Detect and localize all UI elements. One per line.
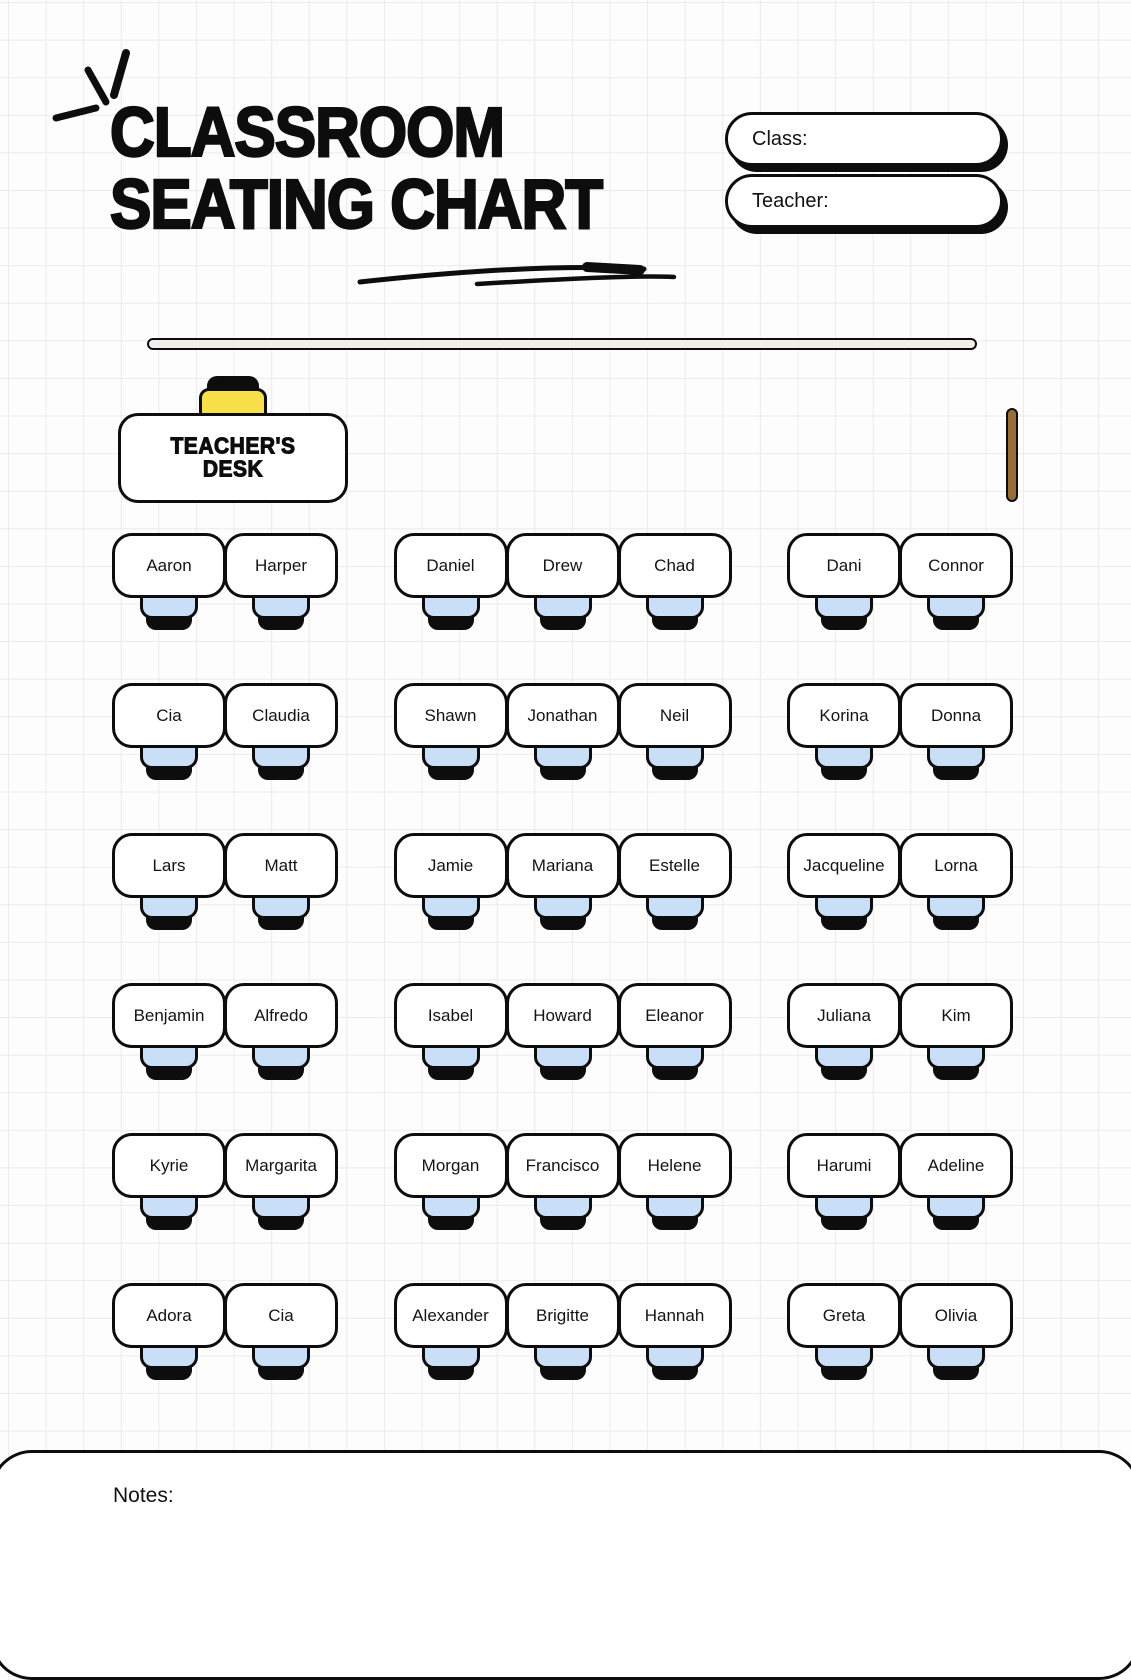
student-desk-unit	[224, 983, 338, 1080]
student-desk[interactable]	[394, 833, 508, 898]
student-desk[interactable]	[394, 683, 508, 748]
student-desk[interactable]	[112, 683, 226, 748]
student-name: Brigitte	[536, 1305, 589, 1325]
student-desk-unit	[112, 1283, 226, 1380]
student-name: Juliana	[817, 1005, 871, 1025]
student-desk-unit	[899, 1133, 1013, 1230]
page-title-line-2: SEATING CHART	[110, 166, 603, 244]
student-desk[interactable]	[899, 983, 1013, 1048]
student-desk[interactable]	[506, 1283, 620, 1348]
desk-group	[787, 1283, 1013, 1380]
divider-bar	[147, 338, 977, 350]
teacher-field-label: Teacher:	[752, 189, 829, 212]
student-desk-unit	[618, 1133, 732, 1230]
desk-group	[787, 833, 1013, 930]
student-desk[interactable]	[112, 1283, 226, 1348]
student-name: Cia	[156, 705, 182, 725]
student-name: Jonathan	[527, 705, 598, 725]
student-name: Benjamin	[133, 1005, 205, 1025]
desk-group	[787, 533, 1013, 630]
student-desk-unit	[787, 1133, 901, 1230]
student-desk-unit	[899, 983, 1013, 1080]
student-name: Chad	[654, 555, 695, 575]
student-desk[interactable]	[787, 533, 901, 598]
student-name: Cia	[268, 1305, 294, 1325]
student-desk[interactable]	[506, 833, 620, 898]
student-desk-unit	[787, 1283, 901, 1380]
student-name: Howard	[533, 1005, 592, 1025]
student-name: Hannah	[644, 1305, 705, 1325]
desk-group	[394, 1133, 732, 1230]
student-desk-unit	[618, 833, 732, 930]
student-desk-unit	[899, 1283, 1013, 1380]
student-desk-unit	[394, 1133, 508, 1230]
desk-group	[112, 683, 338, 780]
student-desk[interactable]	[394, 983, 508, 1048]
student-name: Alexander	[412, 1305, 489, 1325]
student-desk[interactable]	[899, 833, 1013, 898]
student-name: Jamie	[427, 855, 474, 875]
seating-area	[112, 533, 1013, 1380]
student-desk-unit	[224, 1283, 338, 1380]
desk-group	[787, 683, 1013, 780]
desk-group	[787, 983, 1013, 1080]
student-desk[interactable]	[618, 833, 732, 898]
student-desk-unit	[112, 683, 226, 780]
desk-row	[112, 533, 1013, 630]
student-desk-unit	[394, 533, 508, 630]
student-desk[interactable]	[112, 833, 226, 898]
student-name: Claudia	[252, 705, 310, 725]
student-name: Korina	[819, 705, 869, 725]
student-name: Adora	[146, 1305, 192, 1325]
student-desk[interactable]	[899, 1283, 1013, 1348]
student-desk[interactable]	[618, 683, 732, 748]
student-desk[interactable]	[506, 983, 620, 1048]
desk-group	[112, 833, 338, 930]
student-desk-unit	[506, 1283, 620, 1380]
student-desk[interactable]	[618, 983, 732, 1048]
student-desk[interactable]	[112, 1133, 226, 1198]
student-desk[interactable]	[899, 683, 1013, 748]
student-name: Alfredo	[254, 1005, 308, 1025]
student-name: Greta	[822, 1305, 866, 1325]
student-desk-unit	[224, 833, 338, 930]
desk-group	[394, 683, 732, 780]
desk-row	[112, 1133, 1013, 1230]
teacher-desk-label-line-2: DESK	[202, 456, 264, 482]
student-name: Eleanor	[645, 1005, 704, 1025]
teacher-desk-top	[118, 413, 348, 503]
student-desk[interactable]	[224, 683, 338, 748]
student-name: Dani	[826, 555, 862, 575]
teacher-desk-label-line-1: TEACHER'S	[170, 434, 296, 460]
student-desk[interactable]	[394, 1283, 508, 1348]
student-desk-unit	[787, 983, 901, 1080]
student-desk[interactable]	[112, 533, 226, 598]
student-desk[interactable]	[394, 533, 508, 598]
student-name: Kyrie	[149, 1155, 189, 1175]
student-desk-unit	[506, 983, 620, 1080]
student-desk-unit	[506, 533, 620, 630]
student-desk[interactable]	[224, 1133, 338, 1198]
student-desk[interactable]	[618, 1133, 732, 1198]
page-title	[110, 94, 603, 244]
desk-row	[112, 683, 1013, 780]
page-title-line-1: CLASSROOM	[110, 94, 504, 172]
student-name: Drew	[542, 555, 583, 575]
student-desk-unit	[112, 1133, 226, 1230]
desk-group	[787, 1133, 1013, 1230]
student-name: Aaron	[146, 555, 192, 575]
student-name: Francisco	[525, 1155, 600, 1175]
student-desk-unit	[618, 533, 732, 630]
student-name: Olivia	[934, 1305, 978, 1325]
student-name: Helene	[647, 1155, 702, 1175]
student-desk-unit	[787, 533, 901, 630]
teacher-desk	[118, 376, 348, 503]
student-name: Adeline	[927, 1155, 985, 1175]
student-name: Kim	[941, 1005, 971, 1025]
desk-group	[112, 983, 338, 1080]
student-desk[interactable]	[224, 533, 338, 598]
student-name: Daniel	[426, 555, 475, 575]
student-desk-unit	[394, 1283, 508, 1380]
student-desk[interactable]	[618, 1283, 732, 1348]
student-desk-unit	[899, 683, 1013, 780]
student-desk[interactable]	[506, 1133, 620, 1198]
student-desk[interactable]	[787, 1283, 901, 1348]
desk-group	[394, 983, 732, 1080]
student-desk-unit	[224, 1133, 338, 1230]
student-desk[interactable]	[899, 1133, 1013, 1198]
student-desk[interactable]	[506, 683, 620, 748]
desk-row	[112, 983, 1013, 1080]
student-desk-unit	[506, 1133, 620, 1230]
student-desk[interactable]	[224, 983, 338, 1048]
student-name: Mariana	[531, 855, 594, 875]
student-name: Neil	[659, 705, 690, 725]
teacher-field[interactable]	[725, 174, 1003, 228]
student-desk[interactable]	[899, 533, 1013, 598]
student-desk-unit	[787, 683, 901, 780]
student-desk-unit	[618, 683, 732, 780]
student-desk-unit	[506, 683, 620, 780]
student-name: Lars	[152, 855, 186, 875]
student-desk[interactable]	[787, 683, 901, 748]
student-desk[interactable]	[787, 1133, 901, 1198]
class-field[interactable]	[725, 112, 1003, 166]
student-name: Harumi	[816, 1155, 872, 1175]
student-name: Estelle	[648, 855, 701, 875]
student-desk[interactable]	[787, 833, 901, 898]
student-desk-unit	[618, 983, 732, 1080]
desk-row	[112, 1283, 1013, 1380]
underline-scribble-icon	[352, 258, 682, 290]
student-desk-unit	[224, 683, 338, 780]
student-name: Matt	[264, 855, 298, 875]
student-name: Donna	[930, 705, 982, 725]
student-desk-unit	[112, 833, 226, 930]
student-name: Shawn	[424, 705, 477, 725]
student-desk-unit	[394, 983, 508, 1080]
student-desk[interactable]	[224, 1283, 338, 1348]
desk-group	[112, 1283, 338, 1380]
student-desk-unit	[394, 833, 508, 930]
student-name: Morgan	[421, 1155, 480, 1175]
desk-row	[112, 833, 1013, 930]
student-desk-unit	[618, 1283, 732, 1380]
student-desk-unit	[899, 533, 1013, 630]
desk-group	[394, 533, 732, 630]
student-desk-unit	[394, 683, 508, 780]
student-desk-unit	[224, 533, 338, 630]
notes-label: Notes:	[113, 1484, 174, 1507]
student-name: Harper	[255, 555, 307, 575]
student-desk-unit	[506, 833, 620, 930]
student-desk-unit	[112, 533, 226, 630]
student-desk[interactable]	[112, 983, 226, 1048]
student-desk[interactable]	[394, 1133, 508, 1198]
pointer-stick-icon	[1006, 408, 1018, 502]
student-name: Lorna	[934, 855, 978, 875]
student-desk[interactable]	[787, 983, 901, 1048]
student-desk-unit	[787, 833, 901, 930]
student-name: Jacqueline	[803, 855, 885, 875]
student-name: Margarita	[245, 1155, 317, 1175]
desk-group	[112, 533, 338, 630]
desk-group	[112, 1133, 338, 1230]
desk-group	[394, 1283, 732, 1380]
student-name: Isabel	[427, 1005, 474, 1025]
student-desk[interactable]	[506, 533, 620, 598]
student-desk[interactable]	[618, 533, 732, 598]
student-desk-unit	[112, 983, 226, 1080]
class-field-label: Class:	[752, 127, 808, 150]
student-name: Connor	[928, 555, 984, 575]
student-desk[interactable]	[224, 833, 338, 898]
desk-group	[394, 833, 732, 930]
student-desk-unit	[899, 833, 1013, 930]
